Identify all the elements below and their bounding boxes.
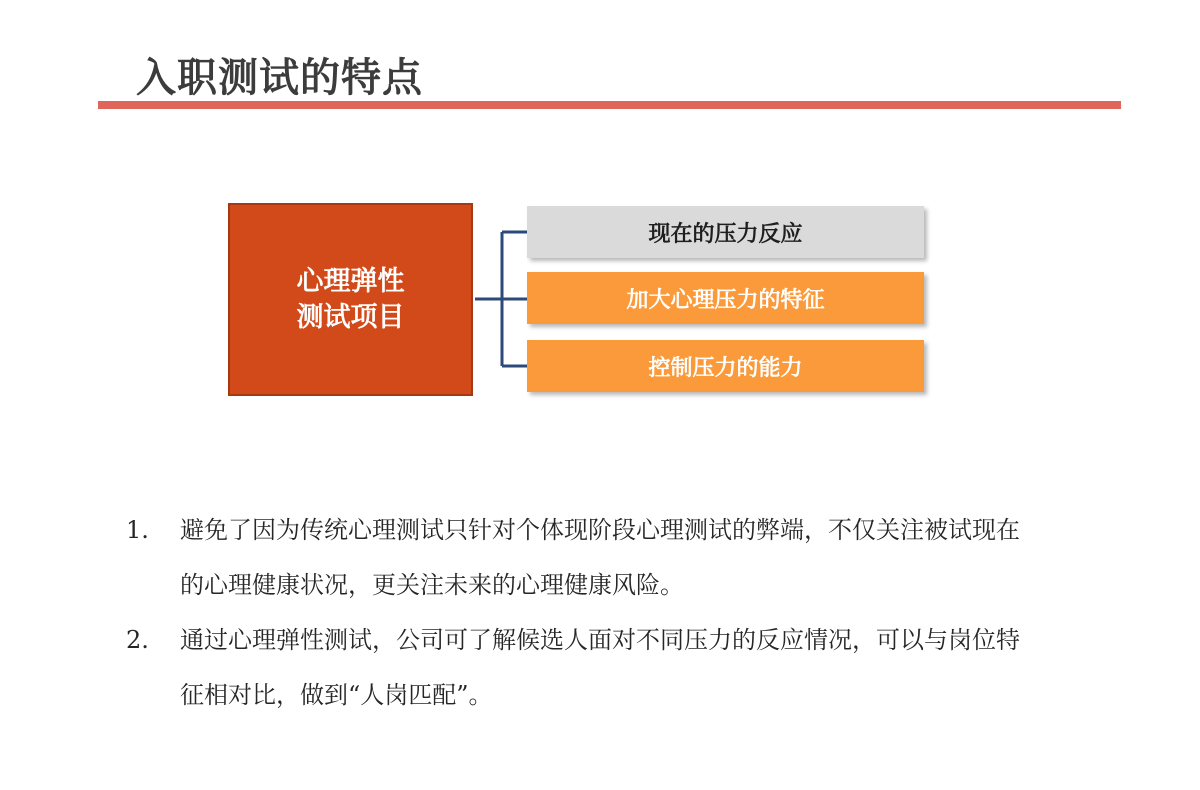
note-text: 通过心理弹性测试，公司可了解候选人面对不同压力的反应情况，可以与岗位特征相对比，做到“人岗匹配”。 bbox=[180, 626, 1020, 709]
note-text: 避免了因为传统心理测试只针对个体现阶段心理测试的弊端，不仅关注被试现在的心理健康状况，更关注未来的心理健康风险。 bbox=[180, 516, 1020, 599]
item-current-stress-response bbox=[527, 206, 924, 258]
item-increased-stress-traits bbox=[527, 272, 924, 324]
note-number: 2. bbox=[126, 626, 149, 654]
note-item bbox=[126, 613, 1056, 723]
item-label: 加大心理压力的特征 bbox=[626, 287, 825, 313]
note-item bbox=[126, 503, 1056, 613]
note-number: 1. bbox=[126, 516, 149, 544]
item-label: 控制压力的能力 bbox=[648, 355, 803, 381]
notes-list bbox=[126, 503, 1056, 723]
item-stress-control-ability bbox=[527, 340, 924, 392]
page-title: 入职测试的特点 bbox=[136, 55, 423, 101]
main-concept-line-2: 测试项目 bbox=[296, 301, 405, 333]
main-concept-line-1: 心理弹性 bbox=[296, 265, 405, 297]
item-label: 现在的压力反应 bbox=[648, 221, 803, 247]
